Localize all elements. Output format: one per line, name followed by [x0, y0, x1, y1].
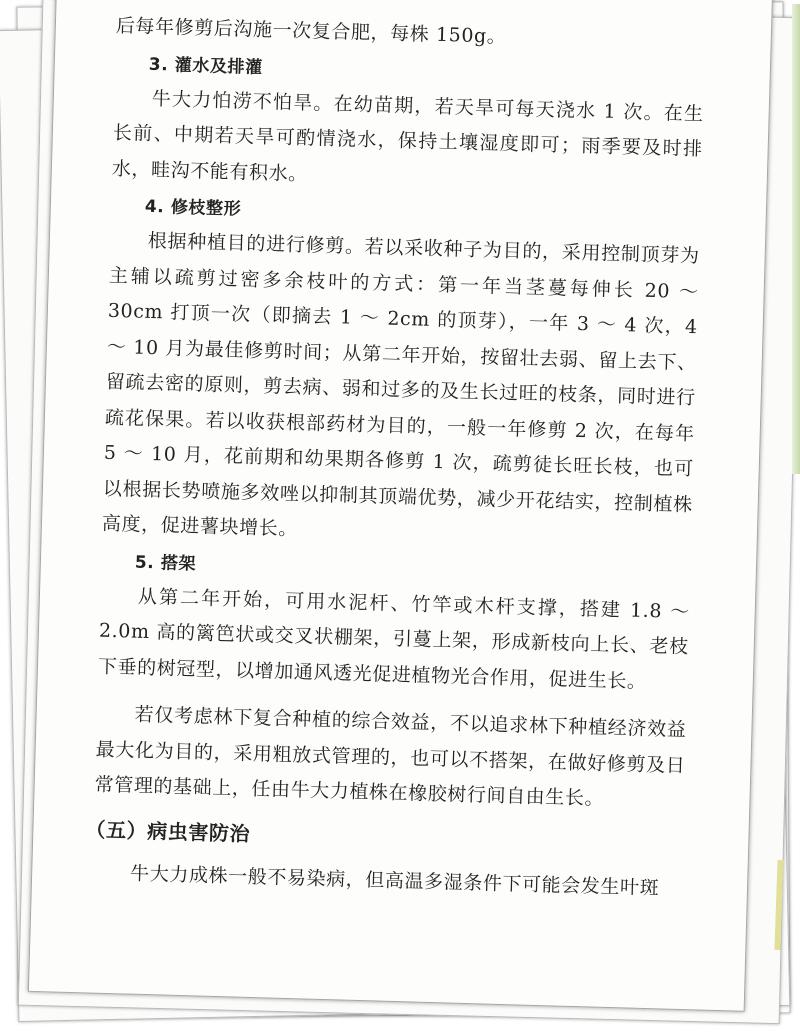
paragraph-no-trellis: 若仅考虑林下复合种植的综合效益，不以追求林下种植经济效益最大化为目的，采用粗放式管理的，也可以不搭架，在做好修剪及日常管理的基础上，任由牛大力植株在橡胶树行间自由生长。: [94, 703, 687, 810]
main-page: [28, 0, 773, 1012]
paragraph-pest-control: 牛大力成株一般不易染病，但高温多湿条件下可能会发生叶斑: [129, 862, 660, 899]
paragraph-irrigation: 牛大力怕涝不怕旱。在幼苗期，若天旱可每天浇水 1 次。在生长前、中期若天旱可酌情浇水，保持土壤湿度即可；雨季要及时排水，畦沟不能有积水。: [111, 87, 704, 185]
paragraph-trellis: 从第二年开始，可用水泥杆、竹竿或木杆支撑，搭建 1.8 ～ 2.0m 高的篱笆状或交叉状棚架，引蔓上架，形成新枝向上长、老枝下垂的树冠型，以增加通风透光促进植物光合作用，促进生长。: [97, 585, 691, 693]
paragraph-fertilizer-end: 后每年修剪后沟施一次复合肥，每株 150g。: [115, 14, 507, 48]
heading-irrigation: 3. 灌水及排灌: [148, 54, 264, 78]
page-content: [85, 9, 706, 907]
green-page-edge: [792, 4, 800, 474]
paragraph-pruning: 根据种植目的进行修剪。若以采收种子为目的，采用控制顶芽为主辅以疏剪过密多余枝叶的方式：第一年当茎蔓每伸长 20 ～ 30cm 打顶一次（即摘去 1 ～ 2cm 的顶芽），一年 3 ～ 4 次，4 ～ 10 月为最佳修剪时间；从第二年开始，按留壮去弱、留上去下、留疏去密的原则，剪去病、弱和过多的及生长过旺的枝条，同时进行疏花保果。若以收获根部药材为目的，一般一年修剪 2 次，在每年 5 ～ 10 月，花前期和幼果期各修剪 1 次，疏剪徒长旺长枝，也可以根据长势喷施多效唑以抑制其顶端优势，减少开花结实，控制植株高度，促进薯块增长。: [101, 229, 700, 541]
heading-pest-control: （五）病虫害防治: [85, 816, 251, 846]
heading-pruning: 4. 修枝整形: [144, 196, 242, 220]
heading-trellis: 5. 搭架: [134, 552, 197, 574]
